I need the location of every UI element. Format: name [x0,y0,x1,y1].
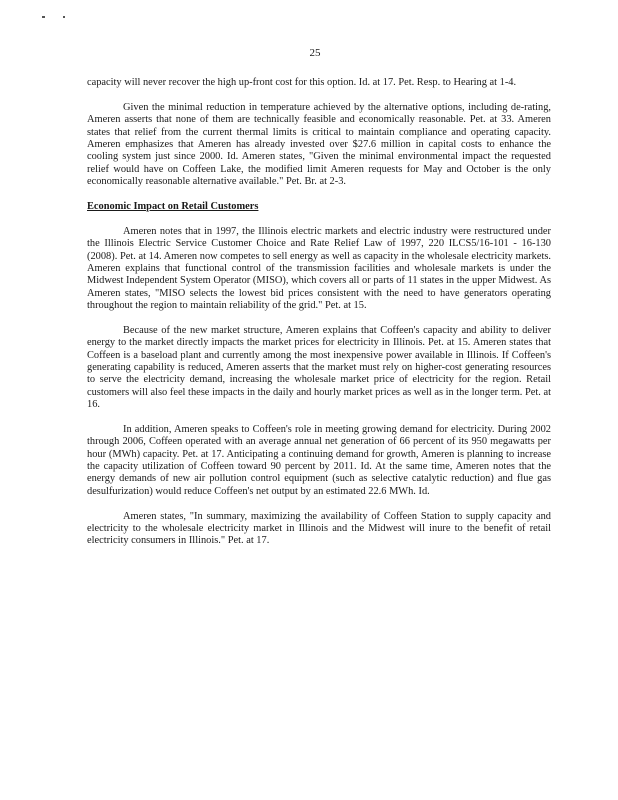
section-heading: Economic Impact on Retail Customers [87,200,259,212]
body-text [87,77,551,560]
paragraph-market-impact: Because of the new market structure, Ameren explains that Coffeen's capacity and ability to deliver energy to the market directly impacts the market prices for electricity in Illinois. Pet. at 15. Ameren states that Coffeen is a baseload plant and currently among the most inexpensive power available in Illinois. If Coffeen's generating capability is reduced, Ameren asserts that the market must rely on higher-cost generating resources to serve the electricity demand, increasing the wholesale market price of electricity for the region. Retail customers will also feel these impacts in the daily and hourly market prices as well as in the longer term. Pet. at 16. [87,324,551,410]
page-number: 25 [309,47,321,59]
scan-speck [63,16,65,18]
paragraph-continued: capacity will never recover the high up-front cost for this option. Id. at 17. Pet. Resp. to Hearing at 1-4. [87,77,517,88]
paragraph-growing-demand: In addition, Ameren speaks to Coffeen's role in meeting growing demand for electricity. During 2002 through 2006, Coffeen operated with an average annual net generation of 66 percent of its 950 megawatts per hour (MWh) capacity. Pet. at 17. Anticipating a continuing demand for growth, Ameren is planning to increase the capacity utilization of Coffeen toward 90 percent by 2011. Id. At the same time, Ameren notes that the energy demands of new air pollution control equipment (such as selective catalytic reduction) and flue gas desulfurization) would reduce Coffeen's net output by an estimated 22.6 MWh. Id. [87,423,551,497]
paragraph-alternatives: Given the minimal reduction in temperature achieved by the alternative options, including de-rating, Ameren asserts that none of them are technically feasible and economically reasonable. Pet. at 33. Ameren states that relief from the current thermal limits is critical to maintain compliance and operating capacity. Ameren emphasizes that Ameren has already invested over $27.6 million in capital costs to enhance the cooling system just since 2000. Id. Ameren states, "Given the minimal environmental impact the requested relief would have on Coffeen Lake, the modified limit Ameren requests for May and October is the only economically reasonable alternative available." Pet. Br. at 2-3. [87,101,551,187]
paragraph-market-restructure: Ameren notes that in 1997, the Illinois electric markets and electric industry were restructured under the Illinois Electric Service Customer Choice and Rate Relief Law of 1997, 220 ILCS5/16-101 - 16-130 (2008). Pet. at 14. Ameren now competes to sell energy as well as capacity in the wholesale electricity markets. Ameren explains that functional control of the transmission facilities and wholesale markets is under the Midwest Independent System Operator (MISO), which covers all or parts of 11 states in the upper Midwest. As Ameren states, "MISO selects the lowest bid prices consistent with the need to have generators operating throughout the region to maintain reliability of the grid." Pet. at 15. [87,225,551,311]
scan-speck [42,16,45,18]
paragraph-summary: Ameren states, "In summary, maximizing the availability of Coffeen Station to supply capacity and electricity to the wholesale electricity market in Illinois and the Midwest will inure to the benefit of retail electricity consumers in Illinois." Pet. at 17. [87,510,551,547]
